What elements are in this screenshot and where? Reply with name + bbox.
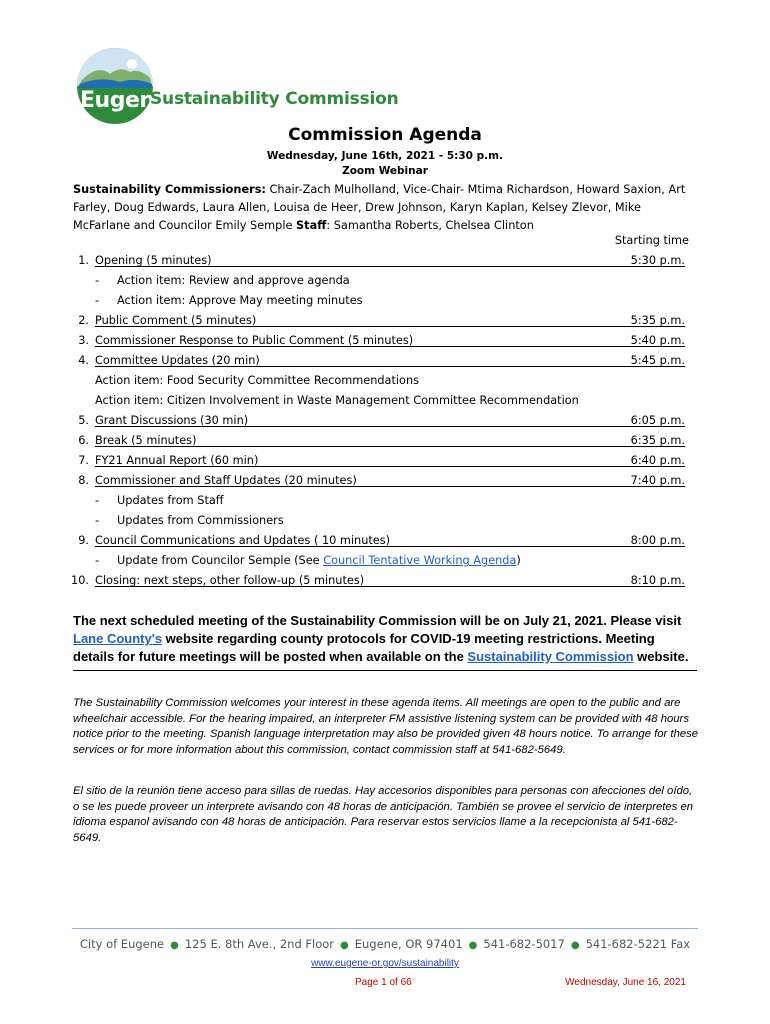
accessibility-paragraph-spanish: El sitio de la reunión tiene acceso para sillas de ruedas. Hay accesorios disponibles para personas con afecciones del oído, o se les puede proveer un interprete avisando con 48 horas de anticipación. También se provee el servicio de interpretes en idioma espanol avisando con 48 horas de anticipación. Para reservar estos servicios llame a la recepcionista al 541-682-5649. (73, 785, 694, 844)
agenda-item-9 (73, 531, 689, 551)
item-label: Grant Discussions (30 min) (95, 414, 249, 427)
item-label: FY21 Annual Report (60 min) (95, 454, 259, 467)
agenda-subitem (73, 371, 689, 391)
commissioners-label: Sustainability Commissioners: (73, 183, 266, 196)
sustainability-commission-link[interactable]: Sustainability Commission (467, 649, 634, 664)
item-label: Public Comment (5 minutes) (95, 314, 257, 327)
footer-contact (72, 937, 698, 951)
item-label: Committee Updates (20 min) (95, 354, 260, 367)
subitem-label: Action item: Food Security Committee Recommendations (95, 374, 420, 387)
agenda-item-3 (73, 331, 689, 351)
eugene-logo-emblem-icon (70, 46, 160, 126)
council-agenda-link[interactable]: Council Tentative Working Agenda (323, 554, 517, 567)
bullet-dash: - (95, 274, 100, 287)
item-time: 8:00 p.m. (630, 534, 685, 547)
agenda-item-1 (73, 251, 689, 271)
item-label: Council Communications and Updates ( 10 minutes) (95, 534, 391, 547)
item-time: 5:40 p.m. (630, 334, 685, 347)
footer-website-link[interactable]: www.eugene-or.gov/sustainability (311, 958, 459, 969)
lane-county-link[interactable]: Lane County's (73, 631, 163, 646)
agenda-subitem (73, 271, 689, 291)
logo-word-eugene: Eugene (80, 88, 169, 113)
footer-citystate: Eugene, OR 97401 (354, 937, 463, 951)
footer-divider (72, 928, 698, 929)
agenda-item-8 (73, 471, 689, 491)
agenda-subitem (73, 291, 689, 311)
commissioners-list (73, 181, 693, 235)
page-title: Commission Agenda (288, 125, 482, 145)
agenda-item-5 (73, 411, 689, 431)
notice-text: The next scheduled meeting of the Sustainability Commission will be on July 21, 2021. Please visit (73, 613, 682, 628)
bullet-dash: - (95, 294, 100, 307)
agenda-subitem (73, 511, 689, 531)
item-number: 2. (78, 314, 89, 327)
bullet-dot-icon: ● (468, 940, 478, 951)
item-time: 6:05 p.m. (630, 414, 685, 427)
agenda-list (73, 251, 689, 591)
item-label: Opening (5 minutes) (95, 254, 212, 267)
item-time: 7:40 p.m. (630, 474, 685, 487)
subitem-label: Action item: Approve May meeting minutes (117, 294, 363, 307)
agenda-item-10 (73, 571, 689, 591)
footer-address: 125 E. 8th Ave., 2nd Floor (184, 937, 335, 951)
agenda-item-4 (73, 351, 689, 371)
agenda-item-2 (73, 311, 689, 331)
footer-url-wrap (0, 958, 770, 969)
item-number: 3. (78, 334, 89, 347)
footer-phone: 541-682-5017 (483, 937, 565, 951)
footer-fax: 541-682-5221 Fax (585, 937, 691, 951)
subitem-label: Updates from Staff (117, 494, 224, 507)
item-time: 5:30 p.m. (630, 254, 685, 267)
bullet-dot-icon: ● (170, 940, 179, 951)
subitem-text-end: ) (516, 554, 521, 567)
subitem-label (117, 551, 521, 571)
item-number: 4. (78, 354, 89, 367)
commissioners-names: Chair-Zach Mulholland, Vice-Chair- Mtima Richardson, Howard Saxion, Art Farley, Doug Edwards, Laura Allen, Louisa de Heer, Drew Johnson, Karyn Kaplan, Kelsey Zlevor, Mike McFarlane and Councilor Emily Semple (73, 183, 686, 232)
agenda-subitem (73, 491, 689, 511)
page-date: Wednesday, June 16, 2021 (565, 977, 686, 988)
footer-city: City of Eugene (79, 937, 165, 951)
subitem-label: Action item: Review and approve agenda (117, 274, 350, 287)
item-label: Commissioner Response to Public Comment (5 minutes) (95, 334, 414, 347)
item-label: Break (5 minutes) (95, 434, 197, 447)
item-time: 6:35 p.m. (630, 434, 685, 447)
meeting-location: Zoom Webinar (342, 165, 428, 177)
subitem-text: Update from Councilor Semple (See (117, 554, 324, 567)
item-number: 1. (78, 254, 89, 267)
bullet-dash: - (95, 554, 100, 567)
bullet-dot-icon: ● (340, 940, 349, 951)
staff-names: : Samantha Roberts, Chelsea Clinton (326, 219, 534, 232)
item-number: 6. (78, 434, 89, 447)
subitem-label: Action item: Citizen Involvement in Waste Management Committee Recommendation (95, 394, 579, 407)
item-label: Commissioner and Staff Updates (20 minutes) (95, 474, 357, 487)
bullet-dot-icon: ● (570, 940, 580, 951)
next-meeting-notice (73, 612, 697, 671)
agenda-subitem (73, 391, 689, 411)
item-number: 8. (78, 474, 89, 487)
item-number: 7. (78, 454, 89, 467)
item-time: 5:35 p.m. (630, 314, 685, 327)
item-number: 9. (78, 534, 89, 547)
notice-text: website regarding county protocols for COVID-19 meeting restrictions. Meeting details for future meetings will be posted when available on the (73, 631, 655, 664)
agenda-subitem (73, 551, 689, 571)
bullet-dash: - (95, 494, 100, 507)
subitem-label: Updates from Commissioners (117, 514, 284, 527)
item-time: 8:10 p.m. (630, 574, 685, 587)
item-time: 6:40 p.m. (630, 454, 685, 467)
bullet-dash: - (95, 514, 100, 527)
accessibility-paragraph-english: The Sustainability Commission welcomes your interest in these agenda items. All meetings are open to the public and are wheelchair accessible. For the hearing impaired, an interpreter FM assistive listening system can be provided with 48 hours notice prior to the meeting. Spanish language interpretation may also be provided given 48 hours notice. To arrange for these services or for more information about this commission, contact commission staff at 541-682-5649. (73, 697, 699, 756)
starting-time-header: Starting time (614, 234, 689, 247)
agenda-item-7 (73, 451, 689, 471)
agenda-item-6 (73, 431, 689, 451)
item-label: Closing: next steps, other follow-up (5 minutes) (95, 574, 365, 587)
item-time: 5:45 p.m. (630, 354, 685, 367)
item-number: 5. (78, 414, 89, 427)
logo-word-commission: Sustainability Commission (150, 89, 399, 109)
sustainability-commission-logo (70, 46, 399, 126)
item-number: 10. (71, 574, 89, 587)
staff-label: Staff (296, 219, 327, 232)
meeting-date: Wednesday, June 16th, 2021 - 5:30 p.m. (266, 150, 504, 162)
notice-text: website. (633, 649, 689, 664)
page-number: Page 1 of 66 (355, 977, 412, 988)
